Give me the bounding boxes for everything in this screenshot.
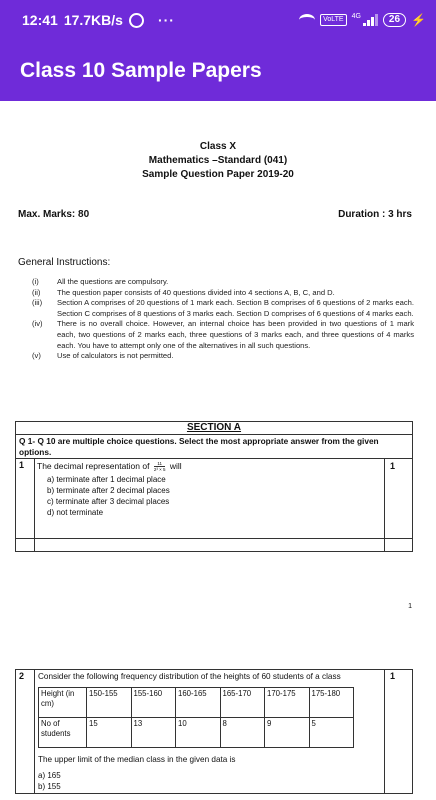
max-marks: Max. Marks: 80 — [18, 209, 90, 220]
instruction-item: (ii) The question paper consists of 40 questions divided into 4 sections A, B, C, and D. — [32, 287, 335, 297]
height-label: Height (in cm) — [39, 688, 87, 718]
app-bar — [0, 40, 436, 101]
instructions-list — [32, 277, 414, 362]
clock: 12:41 — [22, 12, 58, 28]
general-instructions-title: General Instructions: — [18, 257, 111, 268]
battery-icon: 26 — [383, 13, 406, 27]
question-marks: 1 — [385, 459, 413, 539]
volte-icon: VoLTE — [320, 14, 347, 26]
network-type: 4G — [351, 13, 361, 20]
options-list — [38, 770, 381, 792]
signal-icon — [363, 14, 378, 26]
option: c) terminate after 3 decimal places — [47, 497, 170, 507]
page-number: 1 — [408, 603, 412, 610]
network-speed: 17.7KB/s — [63, 12, 123, 28]
count-cell: 10 — [176, 718, 221, 748]
question-2 — [35, 670, 385, 794]
pdf-viewer[interactable] — [0, 101, 436, 800]
count-cell: 15 — [87, 718, 132, 748]
charging-icon: ⚡ — [411, 13, 426, 27]
question-number: 1 — [16, 459, 35, 539]
height-cell: 165-170 — [220, 688, 265, 718]
height-cell: 170-175 — [265, 688, 310, 718]
empty-row — [16, 539, 413, 552]
wifi-icon — [299, 14, 315, 26]
more-notifications-icon: ··· — [157, 12, 175, 28]
fraction: $\frac{11}{\text{2³ × 5}}$ — [153, 461, 166, 473]
question-1: The decimal representation of $\frac{11}{\text{2³ × 5}}$ will a) terminate after 1 decimal place b) terminate after 2 decimal places c) terminate after 3 decimal places d) not terminate — [35, 459, 385, 539]
students-label: No of students — [39, 718, 87, 748]
question-2-text: The upper limit of the median class in the given data is — [38, 755, 236, 764]
instruction-item: (iv) There is no overall choice. However, an internal choice has been provided in two questions of 1 mark each, two questions of 2 marks each, three questions of 3 marks each, and three questions of 4 marks each. You have to attempt only one of the alternatives in all such questions. — [32, 319, 414, 350]
question-2-intro: Consider the following frequency distribution of the heights of 60 students of a class — [38, 672, 341, 681]
section-a-table — [15, 421, 413, 552]
option: a) terminate after 1 decimal place — [47, 475, 166, 485]
whatsapp-icon — [129, 13, 144, 28]
height-cell: 150-155 — [87, 688, 132, 718]
subject-line: Mathematics –Standard (041) — [148, 155, 288, 166]
option: d) not terminate — [47, 508, 104, 518]
class-line: Class X — [199, 141, 237, 152]
app-title: Class 10 Sample Papers — [20, 58, 262, 82]
status-bar — [0, 0, 436, 40]
instruction-item: (iii) Section A comprises of 20 questions of 1 mark each. Section B comprises of 6 questions of 2 marks each. Section C comprises of 8 questions of 3 marks each. Section D comprises of 6 questions of 4 marks each. — [32, 298, 414, 318]
duration: Duration : 3 hrs — [338, 209, 412, 220]
height-cell: 155-160 — [131, 688, 176, 718]
option: b) 155 — [38, 782, 61, 791]
count-cell: 13 — [131, 718, 176, 748]
section-a-title: SECTION A — [16, 422, 413, 435]
option: a) 165 — [38, 771, 61, 780]
paper-title: Sample Question Paper 2019-20 — [142, 169, 294, 180]
count-cell: 8 — [220, 718, 265, 748]
section-a-header: Q 1- Q 10 are multiple choice questions. Select the most appropriate answer from the given options. — [16, 435, 413, 459]
question-number: 2 — [16, 670, 35, 794]
height-cell: 175-180 — [309, 688, 354, 718]
options-list — [37, 474, 382, 518]
instruction-item: (i) All the questions are compulsory. — [32, 277, 169, 286]
question-2-table — [15, 669, 413, 794]
option: b) terminate after 2 decimal places — [47, 486, 170, 496]
count-cell: 5 — [309, 718, 354, 748]
instruction-item: (v) Use of calculators is not permitted. — [32, 351, 174, 361]
height-cell: 160-165 — [176, 688, 221, 718]
frequency-table — [38, 687, 354, 748]
count-cell: 9 — [265, 718, 310, 748]
question-marks: 1 — [385, 670, 413, 794]
